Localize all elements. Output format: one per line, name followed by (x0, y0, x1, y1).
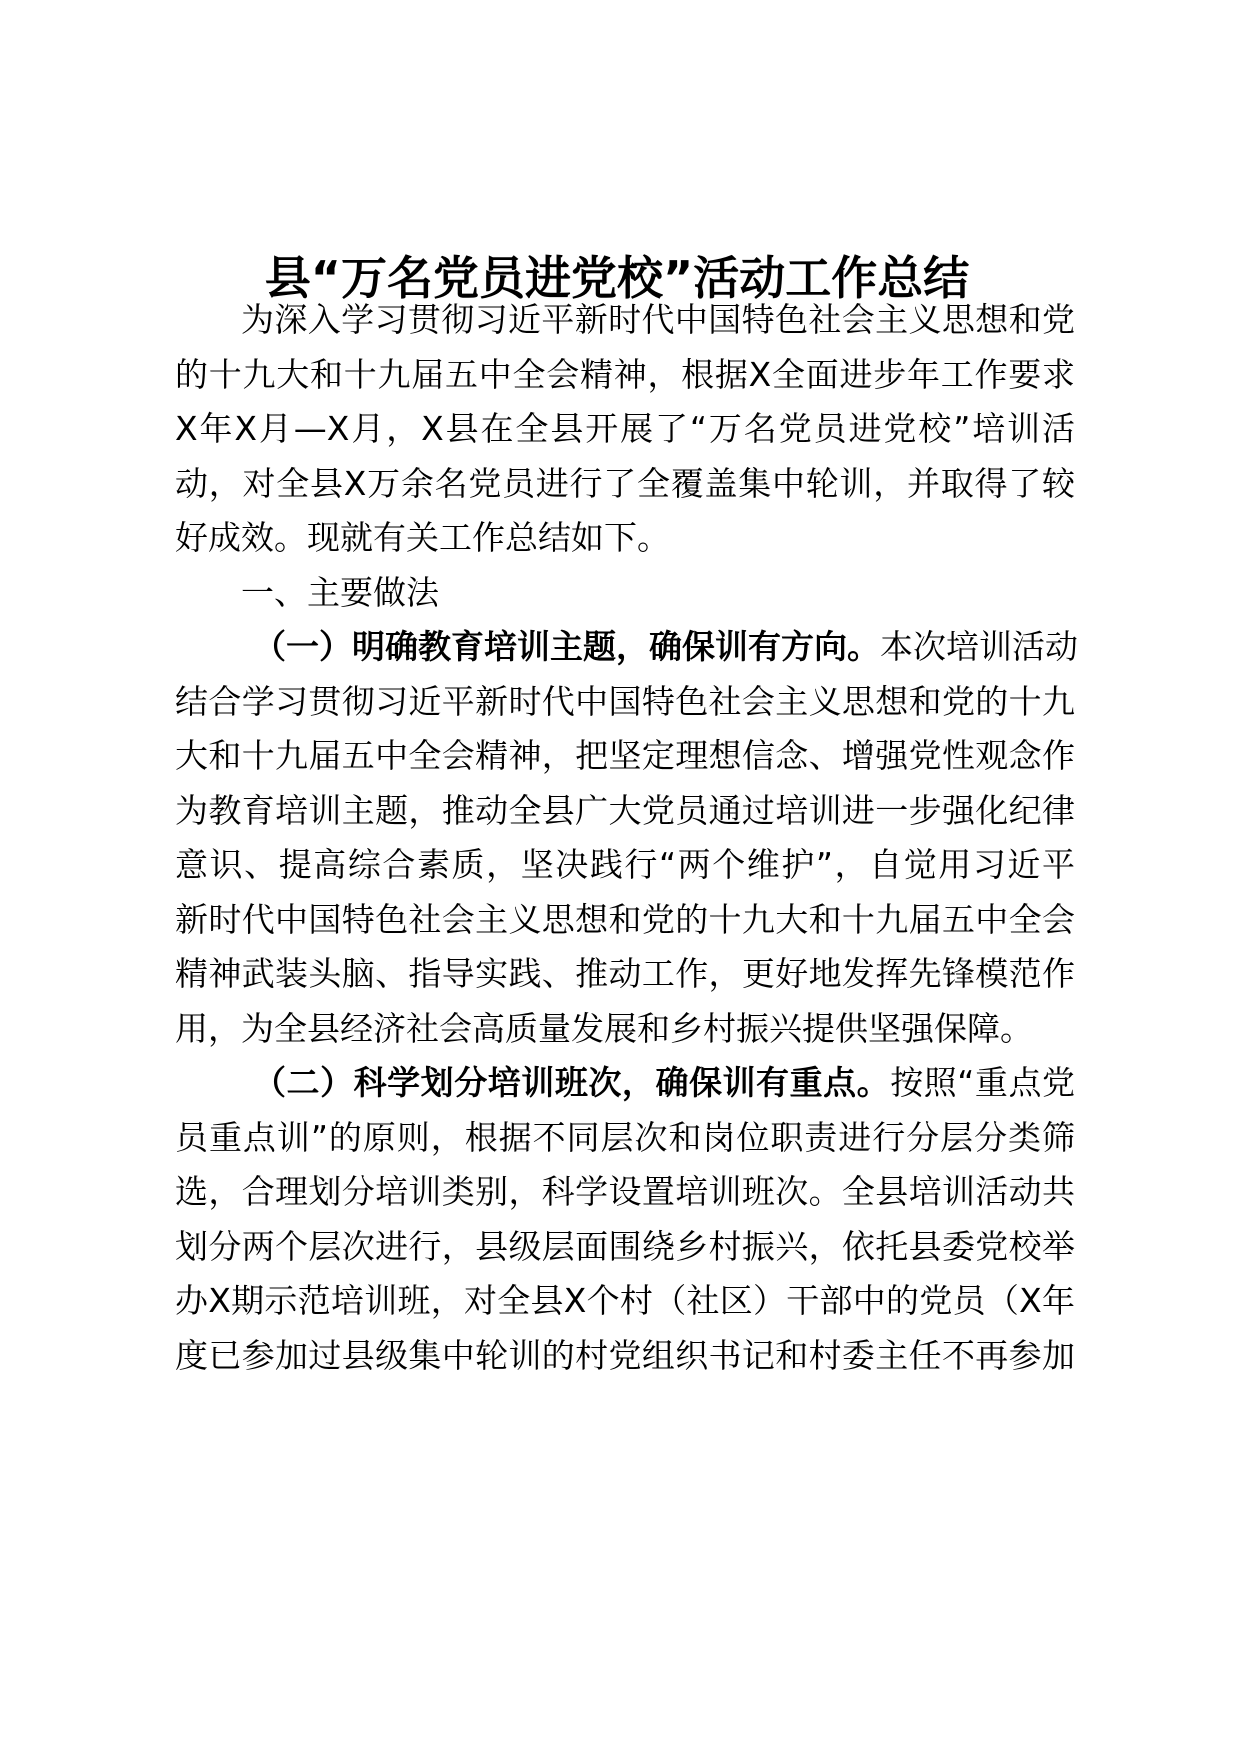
paragraph-line: 动，对全县X万余名党员进行了全覆盖集中轮训，并取得了较 (175, 464, 1075, 503)
subsection-first-line (253, 625, 1078, 669)
subsection-second-line (253, 1061, 1075, 1105)
paragraph-line: 大和十九届五中全会精神，把坚定理想信念、增强党性观念作 (175, 736, 1075, 775)
paragraph-line: 的十九大和十九届五中全会精神，根据X全面进步年工作要求 (175, 355, 1075, 394)
subhead-two: （二）科学划分培训班次，确保训有重点。 (253, 1063, 891, 1102)
paragraph-line: X年X月—X月，X县在全县开展了“万名党员进党校”培训活 (175, 409, 1075, 448)
paragraph-line: 精神武装头脑、指导实践、推动工作，更好地发挥先锋模范作 (175, 954, 1075, 993)
paragraph-line: 办X期示范培训班，对全县X个村（社区）干部中的党员（X年 (175, 1281, 1075, 1320)
section-heading: 一、主要做法 (241, 573, 439, 612)
paragraph-line: 划分两个层次进行，县级层面围绕乡村振兴，依托县委党校举 (175, 1227, 1075, 1266)
paragraph-line: 为教育培训主题，推动全县广大党员通过培训进一步强化纪律 (175, 791, 1075, 830)
paragraph-line: 好成效。现就有关工作总结如下。 (175, 518, 670, 557)
paragraph-line: 为深入学习贯彻习近平新时代中国特色社会主义思想和党 (241, 300, 1075, 339)
paragraph-line: 员重点训”的原则，根据不同层次和岗位职责进行分层分类筛 (175, 1118, 1075, 1157)
paragraph-text: 按照“重点党 (890, 1063, 1076, 1102)
paragraph-line: 结合学习贯彻习近平新时代中国特色社会主义思想和党的十九 (175, 682, 1075, 721)
paragraph-line: 选，合理划分培训类别，科学设置培训班次。全县培训活动共 (175, 1172, 1075, 1211)
document-title: 县“万名党员进党校”活动工作总结 (264, 251, 970, 305)
subhead-one: （一）明确教育培训主题，确保训有方向。 (253, 627, 880, 666)
paragraph-line: 新时代中国特色社会主义思想和党的十九大和十九届五中全会 (175, 900, 1075, 939)
paragraph-line: 用，为全县经济社会高质量发展和乡村振兴提供坚强保障。 (175, 1009, 1033, 1048)
paragraph-line: 度已参加过县级集中轮训的村党组织书记和村委主任不再参加 (175, 1336, 1075, 1375)
paragraph-text: 本次培训活动 (880, 627, 1078, 666)
paragraph-line: 意识、提高综合素质，坚决践行“两个维护”，自觉用习近平 (175, 845, 1075, 884)
